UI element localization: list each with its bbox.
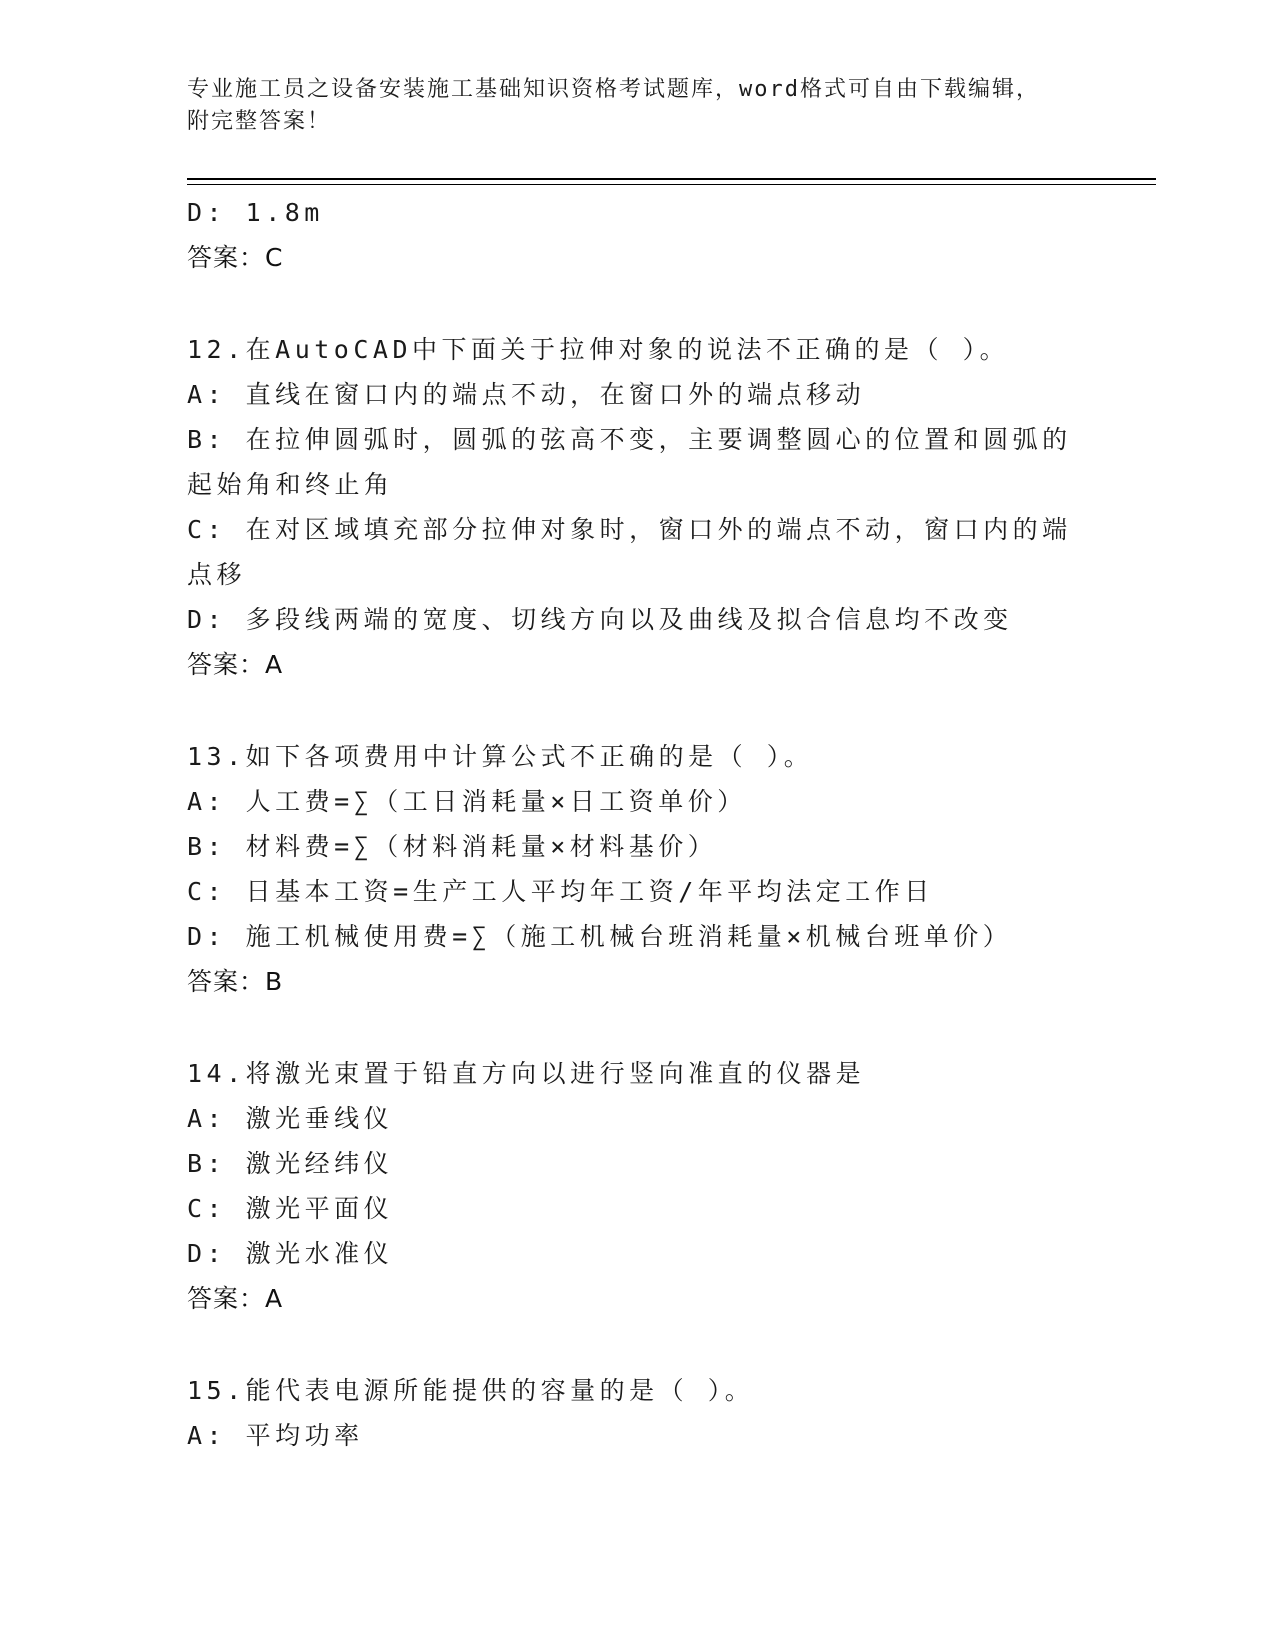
question-13 <box>187 734 1087 1004</box>
question-11-tail <box>187 190 1087 280</box>
answer-label: 答案： <box>187 650 266 679</box>
answer-line <box>187 959 1087 1004</box>
option-d: D: 激光水准仪 <box>187 1239 394 1268</box>
question-list <box>187 190 1087 1458</box>
option-b: B: 材料费=∑（材料消耗量×材料基价） <box>187 832 718 861</box>
answer-line <box>187 1276 1087 1321</box>
option-a: A: 激光垂线仪 <box>187 1104 394 1133</box>
header-line-1: 专业施工员之设备安装施工基础知识资格考试题库，word格式可自由下载编辑， <box>187 77 1040 102</box>
answer-label: 答案： <box>187 967 266 996</box>
question-stem: 13.如下各项费用中计算公式不正确的是（ ）。 <box>187 742 814 771</box>
question-15 <box>187 1368 1087 1458</box>
option-d: D: 多段线两端的宽度、切线方向以及曲线及拟合信息均不改变 <box>187 605 1013 634</box>
answer-line <box>187 642 1087 687</box>
answer-line <box>187 235 1087 280</box>
question-14 <box>187 1051 1087 1321</box>
option-d: D: 1.8m <box>187 198 324 227</box>
option-b: B: 在拉伸圆弧时，圆弧的弦高不变，主要调整圆心的位置和圆弧的起始角和终止角 <box>187 425 1072 499</box>
option-a: A: 直线在窗口内的端点不动，在窗口外的端点移动 <box>187 380 866 409</box>
answer-value: A <box>265 1284 284 1313</box>
document-header <box>187 74 1087 138</box>
option-b: B: 激光经纬仪 <box>187 1149 394 1178</box>
option-c: C: 激光平面仪 <box>187 1194 394 1223</box>
option-c: C: 在对区域填充部分拉伸对象时，窗口外的端点不动，窗口内的端点移 <box>187 515 1072 589</box>
option-a: A: 人工费=∑（工日消耗量×日工资单价） <box>187 787 747 816</box>
question-stem: 15.能代表电源所能提供的容量的是（ ）。 <box>187 1376 755 1405</box>
option-d: D: 施工机械使用费=∑（施工机械台班消耗量×机械台班单价） <box>187 922 1013 951</box>
option-a: A: 平均功率 <box>187 1421 364 1450</box>
answer-value: B <box>265 967 284 996</box>
question-12 <box>187 327 1087 687</box>
header-line-2: 附完整答案！ <box>187 109 332 134</box>
answer-label: 答案： <box>187 243 266 272</box>
answer-value: C <box>265 243 284 272</box>
header-divider-thick <box>187 178 1156 180</box>
question-stem: 14.将激光束置于铅直方向以进行竖向准直的仪器是 <box>187 1059 866 1088</box>
question-stem: 12.在AutoCAD中下面关于拉伸对象的说法不正确的是（ ）。 <box>187 335 1010 364</box>
answer-label: 答案： <box>187 1284 266 1313</box>
option-c: C: 日基本工资=生产工人平均年工资/年平均法定工作日 <box>187 877 934 906</box>
header-divider-thin <box>187 184 1156 185</box>
answer-value: A <box>265 650 284 679</box>
